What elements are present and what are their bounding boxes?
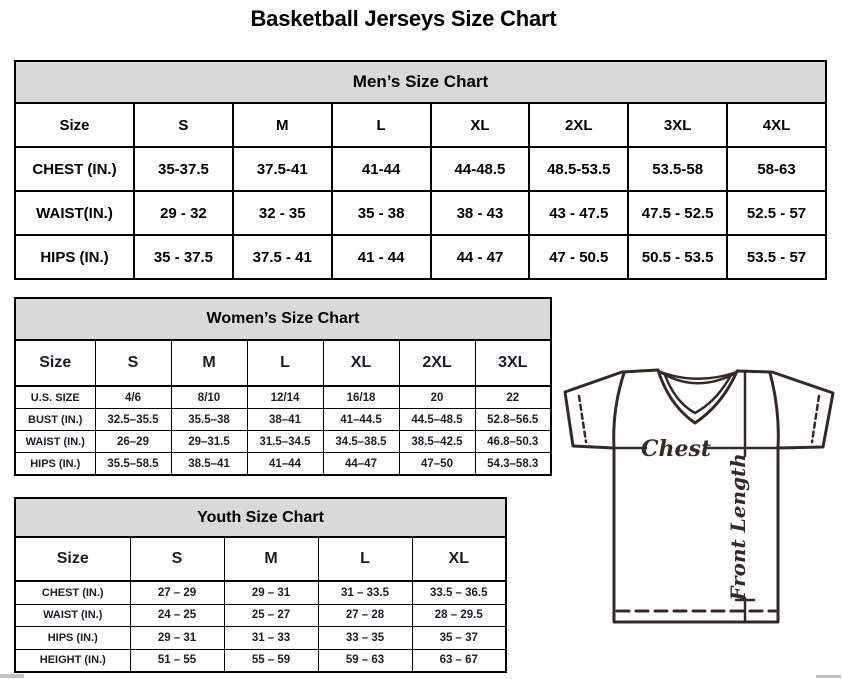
jersey-silhouette xyxy=(565,370,833,622)
value-cell: 35.5–38 xyxy=(171,409,247,431)
column-header-cell: S xyxy=(134,103,233,147)
value-cell: 29–31.5 xyxy=(171,431,247,453)
right-armhole-seam xyxy=(770,373,778,448)
women-table-row xyxy=(15,386,551,409)
value-cell: 37.5 - 41 xyxy=(233,235,332,279)
value-cell: 54.3–58.3 xyxy=(475,453,551,476)
women-table-row xyxy=(15,409,551,431)
value-cell: 29 - 32 xyxy=(134,191,233,235)
value-cell: 22 xyxy=(475,386,551,409)
value-cell: 53.5 - 57 xyxy=(727,235,826,279)
row-label-cell: HIPS (IN.) xyxy=(15,453,95,476)
value-cell: 58-63 xyxy=(727,147,826,191)
row-label-cell: WAIST (IN.) xyxy=(15,431,95,453)
value-cell: 34.5–38.5 xyxy=(323,431,399,453)
mens-size-table xyxy=(14,60,827,280)
row-label-cell: HIPS (IN.) xyxy=(15,627,130,650)
value-cell: 41–44.5 xyxy=(323,409,399,431)
row-label-cell: HIPS (IN.) xyxy=(15,235,134,279)
value-cell: 37.5-41 xyxy=(233,147,332,191)
value-cell: 41-44 xyxy=(332,147,431,191)
value-cell: 44 - 47 xyxy=(431,235,530,279)
column-header-cell: M xyxy=(171,340,247,386)
value-cell: 8/10 xyxy=(171,386,247,409)
men-table-row xyxy=(15,235,826,279)
value-cell: 35.5–58.5 xyxy=(95,453,171,476)
value-cell: 46.8–50.3 xyxy=(475,431,551,453)
value-cell: 38 - 43 xyxy=(431,191,530,235)
chest-label: Chest xyxy=(640,436,712,462)
column-header-cell: S xyxy=(130,537,224,581)
jersey-measurement-diagram xyxy=(555,360,843,679)
value-cell: 48.5-53.5 xyxy=(529,147,628,191)
value-cell: 47 - 50.5 xyxy=(529,235,628,279)
row-label-cell: HEIGHT (IN.) xyxy=(15,649,130,672)
value-cell: 55 – 59 xyxy=(224,649,318,672)
value-cell: 35 - 37.5 xyxy=(134,235,233,279)
value-cell: 38.5–42.5 xyxy=(399,431,475,453)
column-header-cell: XL xyxy=(431,103,530,147)
column-header-cell: 2XL xyxy=(529,103,628,147)
horizontal-scrollbar-fragment-left[interactable] xyxy=(0,674,24,678)
women-table-header-row xyxy=(15,340,551,386)
column-header-cell: L xyxy=(247,340,323,386)
column-header-cell: 4XL xyxy=(727,103,826,147)
men-table-row xyxy=(15,147,826,191)
women-table-row xyxy=(15,431,551,453)
youth-table-title: Youth Size Chart xyxy=(15,498,506,537)
value-cell: 27 – 29 xyxy=(130,581,224,604)
value-cell: 12/14 xyxy=(247,386,323,409)
value-cell: 16/18 xyxy=(323,386,399,409)
youth-table-row xyxy=(15,649,506,672)
size-header-cell: Size xyxy=(15,340,95,386)
value-cell: 31.5–34.5 xyxy=(247,431,323,453)
value-cell: 47–50 xyxy=(399,453,475,476)
value-cell: 50.5 - 53.5 xyxy=(628,235,727,279)
value-cell: 26–29 xyxy=(95,431,171,453)
value-cell: 33.5 – 36.5 xyxy=(412,581,506,604)
column-header-cell: L xyxy=(318,537,412,581)
row-label-cell: WAIST(IN.) xyxy=(15,191,134,235)
youth-table-row xyxy=(15,581,506,604)
value-cell: 52.8–56.5 xyxy=(475,409,551,431)
column-header-cell: L xyxy=(332,103,431,147)
value-cell: 25 – 27 xyxy=(224,604,318,627)
youth-table-header-row xyxy=(15,537,506,581)
value-cell: 51 – 55 xyxy=(130,649,224,672)
value-cell: 35-37.5 xyxy=(134,147,233,191)
value-cell: 63 – 67 xyxy=(412,649,506,672)
value-cell: 41–44 xyxy=(247,453,323,476)
youth-table-row xyxy=(15,627,506,650)
column-header-cell: S xyxy=(95,340,171,386)
value-cell: 52.5 - 57 xyxy=(727,191,826,235)
men-table-caption-row xyxy=(15,61,826,103)
men-table-row xyxy=(15,191,826,235)
size-header-cell: Size xyxy=(15,537,130,581)
right-cuff-dashed-line xyxy=(812,396,819,442)
value-cell: 32 - 35 xyxy=(233,191,332,235)
value-cell: 29 – 31 xyxy=(130,627,224,650)
value-cell: 27 – 28 xyxy=(318,604,412,627)
value-cell: 32.5–35.5 xyxy=(95,409,171,431)
size-header-cell: Size xyxy=(15,103,134,147)
column-header-cell: XL xyxy=(412,537,506,581)
youth-table-caption-row xyxy=(15,498,506,537)
column-header-cell: 3XL xyxy=(628,103,727,147)
row-label-cell: BUST (IN.) xyxy=(15,409,95,431)
column-header-cell: XL xyxy=(323,340,399,386)
row-label-cell: CHEST (IN.) xyxy=(15,581,130,604)
column-header-cell: M xyxy=(233,103,332,147)
left-armhole-seam xyxy=(614,373,624,448)
value-cell: 33 – 35 xyxy=(318,627,412,650)
value-cell: 47.5 - 52.5 xyxy=(628,191,727,235)
value-cell: 38.5–41 xyxy=(171,453,247,476)
value-cell: 44.5–48.5 xyxy=(399,409,475,431)
women-table-caption-row xyxy=(15,298,551,340)
value-cell: 38–41 xyxy=(247,409,323,431)
value-cell: 31 – 33 xyxy=(224,627,318,650)
value-cell: 31 – 33.5 xyxy=(318,581,412,604)
value-cell: 35 – 37 xyxy=(412,627,506,650)
value-cell: 44–47 xyxy=(323,453,399,476)
value-cell: 24 – 25 xyxy=(130,604,224,627)
women-table-title: Women’s Size Chart xyxy=(15,298,551,340)
page-title: Basketball Jerseys Size Chart xyxy=(250,6,557,31)
youth-table-row xyxy=(15,604,506,627)
women-table-row xyxy=(15,453,551,476)
row-label-cell: CHEST (IN.) xyxy=(15,147,134,191)
youth-size-table xyxy=(14,497,507,673)
horizontal-scrollbar-fragment-right[interactable] xyxy=(816,675,841,678)
men-table-title: Men’s Size Chart xyxy=(15,61,826,103)
value-cell: 41 - 44 xyxy=(332,235,431,279)
value-cell: 35 - 38 xyxy=(332,191,431,235)
jersey-outline-drawing xyxy=(555,360,843,679)
column-header-cell: 3XL xyxy=(475,340,551,386)
column-header-cell: 2XL xyxy=(399,340,475,386)
front-length-label: Front Length xyxy=(726,453,750,601)
row-label-cell: WAIST (IN.) xyxy=(15,604,130,627)
value-cell: 28 – 29.5 xyxy=(412,604,506,627)
value-cell: 43 - 47.5 xyxy=(529,191,628,235)
value-cell: 59 – 63 xyxy=(318,649,412,672)
men-table-header-row xyxy=(15,103,826,147)
value-cell: 29 – 31 xyxy=(224,581,318,604)
value-cell: 4/6 xyxy=(95,386,171,409)
value-cell: 20 xyxy=(399,386,475,409)
value-cell: 53.5-58 xyxy=(628,147,727,191)
value-cell: 44-48.5 xyxy=(431,147,530,191)
row-label-cell: U.S. SIZE xyxy=(15,386,95,409)
left-cuff-dashed-line xyxy=(579,396,586,442)
womens-size-table xyxy=(14,297,552,476)
column-header-cell: M xyxy=(224,537,318,581)
collar-v-inner xyxy=(665,375,731,413)
